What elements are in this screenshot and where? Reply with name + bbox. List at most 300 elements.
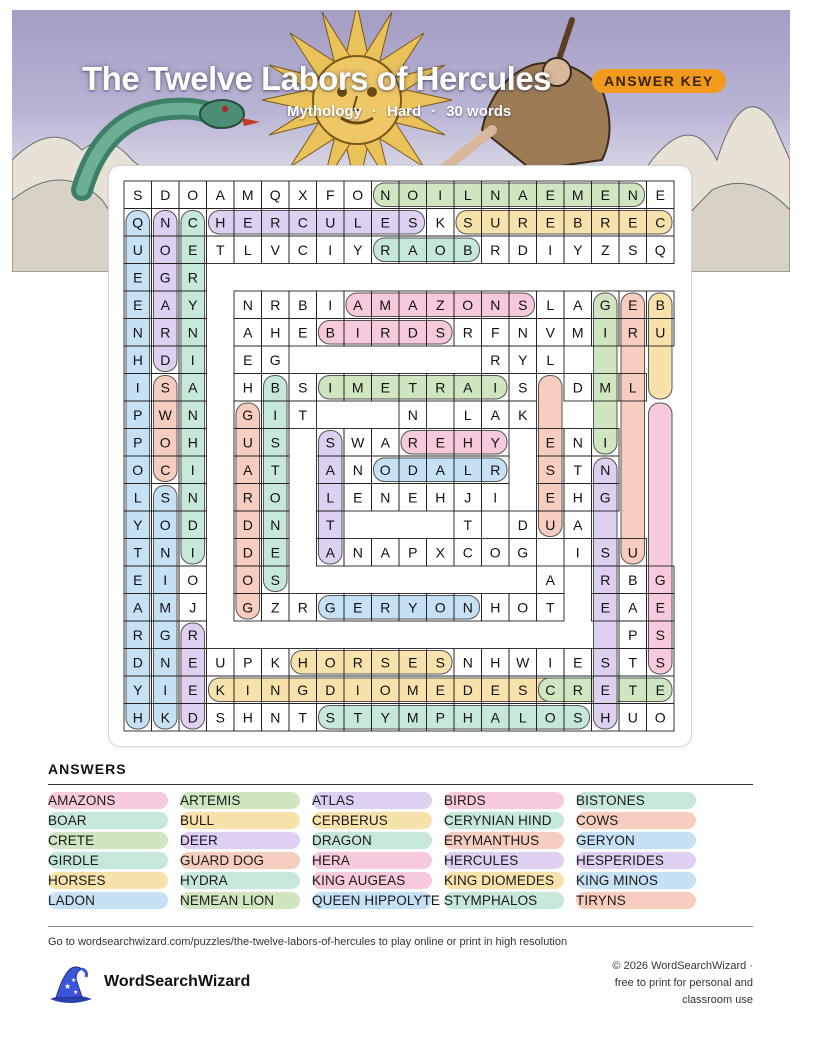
grid-letter: L: [463, 186, 472, 203]
grid-letter: C: [655, 214, 666, 231]
grid-letter: I: [438, 186, 443, 203]
grid-letter: E: [628, 296, 638, 313]
grid-letter: I: [190, 461, 195, 478]
grid-letter: L: [628, 379, 637, 396]
grid-letter: L: [133, 489, 142, 506]
grid-letter: I: [328, 241, 333, 258]
grid-letter: A: [160, 296, 170, 313]
grid-letter: R: [132, 626, 143, 643]
grid-letter: S: [325, 709, 335, 726]
grid-letter: G: [242, 599, 254, 616]
grid-letter: R: [380, 599, 391, 616]
grid-letter: O: [544, 709, 556, 726]
copyright-line: classroom use: [682, 994, 753, 1006]
grid-letter: D: [572, 379, 583, 396]
grid-letter: I: [603, 434, 608, 451]
grid-letter: K: [435, 214, 445, 231]
grid-letter: N: [462, 654, 473, 671]
grid-letter: R: [297, 599, 308, 616]
grid-letter: I: [190, 544, 195, 561]
grid-letter: M: [406, 681, 419, 698]
grid-letter: H: [490, 599, 501, 616]
answer-word: DEER: [180, 832, 300, 849]
grid-letter: E: [298, 324, 308, 341]
grid-letter: N: [160, 544, 171, 561]
answer-word: KING MINOS: [576, 872, 696, 889]
grid-letter: E: [188, 681, 198, 698]
grid-letter: G: [324, 599, 336, 616]
grid-letter: E: [353, 599, 363, 616]
grid-letter: S: [270, 571, 280, 588]
grid-letter: O: [434, 599, 446, 616]
separator-dot: ·: [431, 103, 437, 120]
grid-letter: Y: [408, 599, 418, 616]
grid-letter: E: [628, 214, 638, 231]
grid-letter: H: [242, 379, 253, 396]
answer-word: GERYON: [576, 832, 696, 849]
grid-letter: E: [133, 269, 143, 286]
grid-letter: H: [270, 324, 281, 341]
grid-letter: N: [380, 489, 391, 506]
title-row: [0, 60, 800, 104]
grid-letter: U: [655, 324, 666, 341]
grid-letter: E: [380, 214, 390, 231]
grid-letter: A: [435, 461, 445, 478]
grid-letter: I: [493, 379, 498, 396]
grid-letter: S: [628, 241, 638, 258]
grid-letter: D: [407, 324, 418, 341]
grid-letter: D: [160, 351, 171, 368]
grid-letter: P: [435, 709, 445, 726]
grid-letter: A: [215, 186, 225, 203]
grid-letter: T: [628, 654, 638, 671]
answer-word: TIRYNS: [576, 892, 696, 909]
grid-letter: F: [325, 186, 335, 203]
grid-letter: A: [325, 544, 335, 561]
grid-letter: T: [298, 709, 308, 726]
grid-letter: X: [435, 544, 445, 561]
grid-letter: D: [132, 654, 143, 671]
grid-letter: B: [628, 571, 638, 588]
grid-letter: O: [462, 296, 474, 313]
grid-letter: Z: [435, 296, 445, 313]
play-online-link[interactable]: Go to wordsearchwizard.com/puzzles/the-twelve-labors-of-hercules to play online or print in high resolution: [48, 936, 568, 948]
grid-letter: O: [269, 489, 281, 506]
answer-word: NEMEAN LION: [180, 892, 300, 909]
grid-letter: T: [325, 516, 335, 533]
answer-word: HERCULES: [444, 852, 564, 869]
grid-letter: B: [270, 379, 280, 396]
grid-letter: E: [490, 681, 500, 698]
answer-word: ARTEMIS: [180, 792, 300, 809]
grid-letter: H: [242, 709, 253, 726]
grid-letter: H: [572, 489, 583, 506]
grid-letter: L: [353, 214, 362, 231]
grid-letter: E: [600, 681, 610, 698]
grid-letter: R: [600, 571, 611, 588]
grid-letter: W: [351, 434, 365, 451]
grid-letter: G: [517, 544, 529, 561]
svg-text:★: ★: [73, 989, 79, 996]
grid-letter: E: [435, 434, 445, 451]
grid-letter: E: [545, 186, 555, 203]
grid-letter: A: [518, 186, 528, 203]
grid-letter: I: [190, 351, 195, 368]
grid-letter: G: [297, 681, 309, 698]
grid-letter: L: [463, 461, 472, 478]
grid-letter: A: [380, 434, 390, 451]
answers-heading: ANSWERS: [48, 761, 127, 777]
grid-letter: M: [406, 709, 419, 726]
grid-letter: N: [270, 681, 281, 698]
grid-letter: E: [243, 351, 253, 368]
grid-letter: D: [462, 681, 473, 698]
grid-letter: U: [490, 214, 501, 231]
answer-word: BOAR: [48, 812, 168, 829]
grid-letter: S: [463, 214, 473, 231]
grid-letter: S: [380, 654, 390, 671]
grid-letter: E: [655, 681, 665, 698]
grid-letter: R: [187, 269, 198, 286]
grid-letter: O: [489, 544, 501, 561]
answer-word: QUEEN HIPPOLYTE: [312, 893, 441, 908]
answer-word: AMAZONS: [48, 792, 168, 809]
grid-letter: T: [573, 461, 583, 478]
grid-letter: S: [408, 214, 418, 231]
grid-letter: O: [379, 681, 391, 698]
grid-letter: F: [490, 324, 500, 341]
grid-letter: K: [518, 406, 528, 423]
grid-letter: G: [159, 269, 171, 286]
theme-label: Mythology: [287, 103, 362, 120]
grid-letter: A: [188, 379, 198, 396]
grid-letter: N: [187, 489, 198, 506]
grid-letter: B: [655, 296, 665, 313]
grid-letter: H: [132, 351, 143, 368]
grid-letter: T: [628, 681, 638, 698]
grid-letter: Q: [269, 186, 281, 203]
answer-word: LADON: [48, 892, 168, 909]
grid-letter: G: [599, 489, 611, 506]
answer-list: [48, 792, 728, 912]
answer-key-badge: ANSWER KEY: [592, 69, 726, 93]
grid-letter: A: [325, 461, 335, 478]
grid-letter: O: [654, 709, 666, 726]
grid-letter: S: [518, 681, 528, 698]
grid-letter: U: [627, 544, 638, 561]
grid-letter: I: [135, 379, 140, 396]
grid-letter: E: [408, 654, 418, 671]
grid-letter: E: [353, 489, 363, 506]
grid-letter: B: [463, 241, 473, 258]
grid-letter: S: [298, 379, 308, 396]
grid-letter: C: [545, 681, 556, 698]
grid-letter: Y: [133, 681, 143, 698]
answer-word: GUARD DOG: [180, 852, 300, 869]
grid-letter: N: [352, 544, 363, 561]
grid-letter: O: [159, 516, 171, 533]
divider: [48, 784, 753, 785]
grid-letter: N: [187, 324, 198, 341]
grid-letter: P: [408, 544, 418, 561]
grid-letter: L: [326, 489, 335, 506]
answer-word: CRETE: [48, 832, 168, 849]
grid-letter: O: [434, 241, 446, 258]
answer-word: ATLAS: [312, 792, 432, 809]
grid-letter: K: [215, 681, 225, 698]
grid-letter: O: [517, 599, 529, 616]
grid-letter: S: [133, 186, 143, 203]
grid-letter: T: [545, 599, 555, 616]
grid-letter: B: [573, 214, 583, 231]
grid-letter: E: [243, 214, 253, 231]
grid-letter: O: [242, 571, 254, 588]
answer-word: CERBERUS: [312, 812, 432, 829]
grid-letter: R: [490, 241, 501, 258]
grid-letter: T: [408, 379, 418, 396]
grid-letter: C: [160, 461, 171, 478]
grid-letter: S: [655, 654, 665, 671]
grid-letter: Q: [654, 241, 666, 258]
grid-letter: N: [380, 186, 391, 203]
grid-letter: D: [160, 186, 171, 203]
divider: [48, 926, 753, 927]
grid-letter: D: [242, 516, 253, 533]
answer-word: HORSES: [48, 872, 168, 889]
answer-word: COWS: [576, 812, 696, 829]
grid-letter: R: [435, 379, 446, 396]
grid-letter: A: [243, 324, 253, 341]
copyright-notice: [553, 958, 753, 1009]
grid-letter: N: [270, 516, 281, 533]
grid-letter: G: [599, 296, 611, 313]
grid-letter: A: [490, 406, 500, 423]
answer-word: BISTONES: [576, 792, 696, 809]
grid-letter: O: [187, 571, 199, 588]
grid-letter: N: [407, 406, 418, 423]
grid-letter: K: [160, 709, 170, 726]
grid-letter: U: [545, 516, 556, 533]
grid-letter: G: [159, 626, 171, 643]
grid-letter: R: [380, 241, 391, 258]
grid-letter: A: [490, 709, 500, 726]
grid-letter: O: [352, 186, 364, 203]
grid-letter: M: [599, 379, 612, 396]
grid-letter: E: [573, 654, 583, 671]
grid-letter: G: [654, 571, 666, 588]
grid-letter: N: [490, 186, 501, 203]
grid-letter: N: [600, 461, 611, 478]
grid-letter: S: [435, 324, 445, 341]
grid-letter: R: [242, 489, 253, 506]
grid-letter: T: [463, 516, 473, 533]
grid-letter: S: [518, 379, 528, 396]
grid-letter: P: [133, 434, 143, 451]
answer-word: HERA: [312, 852, 432, 869]
grid-letter: I: [328, 379, 333, 396]
grid-letter: D: [407, 461, 418, 478]
grid-letter: D: [517, 516, 528, 533]
grid-letter: R: [160, 324, 171, 341]
grid-letter: A: [380, 544, 390, 561]
grid-letter: Z: [600, 241, 610, 258]
grid-letter: R: [407, 434, 418, 451]
grid-letter: L: [243, 241, 252, 258]
grid-letter: U: [242, 434, 253, 451]
grid-letter: O: [159, 241, 171, 258]
grid-letter: B: [298, 296, 308, 313]
grid-letter: W: [516, 654, 530, 671]
grid-letter: N: [132, 324, 143, 341]
grid-letter: C: [297, 214, 308, 231]
grid-letter: O: [187, 186, 199, 203]
grid-letter: H: [462, 709, 473, 726]
grid-letter: Q: [132, 214, 144, 231]
grid-letter: X: [298, 186, 308, 203]
grid-letter: S: [600, 544, 610, 561]
copyright-line: free to print for personal and: [614, 977, 753, 989]
puzzle-meta: [287, 103, 511, 120]
svg-text:★: ★: [64, 982, 72, 991]
grid-letter: R: [600, 214, 611, 231]
grid-letter: L: [546, 351, 555, 368]
grid-letter: E: [545, 434, 555, 451]
grid-letter: C: [187, 214, 198, 231]
grid-letter: E: [133, 571, 143, 588]
grid-letter: E: [600, 186, 610, 203]
grid-letter: Y: [353, 241, 363, 258]
grid-letter: P: [243, 654, 253, 671]
grid-letter: Y: [380, 709, 390, 726]
grid-letter: R: [270, 214, 281, 231]
grid-letter: I: [328, 296, 333, 313]
grid-letter: U: [215, 654, 226, 671]
grid-letter: R: [627, 324, 638, 341]
grid-letter: G: [269, 351, 281, 368]
grid-letter: Y: [490, 434, 500, 451]
grid-letter: N: [627, 186, 638, 203]
grid-letter: D: [325, 681, 336, 698]
grid-letter: L: [518, 709, 527, 726]
grid-letter: I: [245, 681, 250, 698]
answer-word: ERYMANTHUS: [444, 832, 564, 849]
grid-letter: V: [545, 324, 555, 341]
grid-letter: S: [600, 654, 610, 671]
grid-letter: J: [464, 489, 472, 506]
grid-letter: I: [603, 324, 608, 341]
grid-letter: N: [517, 324, 528, 341]
grid-letter: T: [298, 406, 308, 423]
grid-letter: R: [517, 214, 528, 231]
grid-letter: N: [242, 296, 253, 313]
grid-letter: U: [325, 214, 336, 231]
grid-letter: N: [187, 406, 198, 423]
answer-word: STYMPHALOS: [444, 892, 564, 909]
grid-letter: A: [463, 379, 473, 396]
grid-letter: M: [241, 186, 254, 203]
grid-letter: N: [160, 214, 171, 231]
puzzle-card: [108, 165, 692, 747]
grid-letter: H: [132, 709, 143, 726]
grid-letter: O: [159, 434, 171, 451]
grid-letter: E: [655, 186, 665, 203]
grid-letter: H: [187, 434, 198, 451]
answer-word: KING AUGEAS: [312, 872, 432, 889]
answer-word: GIRDLE: [48, 852, 168, 869]
answer-word: HESPERIDES: [576, 852, 696, 869]
grid-letter: H: [600, 709, 611, 726]
grid-letter: O: [132, 461, 144, 478]
svg-text:★: ★: [71, 977, 77, 984]
grid-letter: Y: [518, 351, 528, 368]
grid-letter: A: [573, 296, 583, 313]
grid-letter: J: [189, 599, 197, 616]
word-count-label: 30 words: [446, 103, 512, 120]
grid-letter: G: [242, 406, 254, 423]
grid-letter: R: [270, 296, 281, 313]
grid-letter: T: [270, 461, 280, 478]
grid-letter: S: [573, 709, 583, 726]
grid-letter: V: [270, 241, 280, 258]
grid-letter: R: [490, 351, 501, 368]
grid-letter: A: [628, 599, 638, 616]
cell-layer: [124, 181, 674, 731]
grid-letter: T: [215, 241, 225, 258]
grid-letter: P: [133, 406, 143, 423]
grid-letter: D: [517, 241, 528, 258]
grid-letter: D: [242, 544, 253, 561]
answer-word: KING DIOMEDES: [444, 872, 564, 889]
grid-letter: E: [133, 296, 143, 313]
grid-letter: L: [546, 296, 555, 313]
copyright-line: © 2026 WordSearchWizard ·: [612, 960, 753, 972]
grid-letter: A: [408, 241, 418, 258]
grid-letter: U: [627, 709, 638, 726]
grid-letter: S: [215, 709, 225, 726]
grid-letter: S: [160, 379, 170, 396]
grid-letter: I: [273, 406, 278, 423]
grid-letter: N: [352, 461, 363, 478]
grid-letter: T: [133, 544, 143, 561]
grid-letter: I: [163, 571, 168, 588]
grid-letter: R: [462, 324, 473, 341]
grid-letter: D: [187, 516, 198, 533]
grid-letter: A: [408, 296, 418, 313]
grid-letter: S: [325, 434, 335, 451]
answer-word: CERYNIAN HIND: [444, 812, 564, 829]
grid-letter: I: [575, 544, 580, 561]
grid-letter: E: [408, 489, 418, 506]
grid-letter: M: [159, 599, 172, 616]
grid-letter: E: [600, 599, 610, 616]
grid-letter: I: [493, 489, 498, 506]
grid-letter: E: [270, 544, 280, 561]
grid-letter: U: [132, 241, 143, 258]
grid-letter: M: [351, 379, 364, 396]
grid-letter: R: [187, 626, 198, 643]
grid-letter: A: [573, 516, 583, 533]
grid-letter: C: [297, 241, 308, 258]
grid-letter: N: [462, 599, 473, 616]
grid-letter: M: [571, 186, 584, 203]
grid-letter: O: [379, 461, 391, 478]
grid-letter: R: [490, 461, 501, 478]
grid-letter: N: [490, 296, 501, 313]
wizard-hat-logo-icon: [46, 963, 94, 1005]
grid-letter: A: [353, 296, 363, 313]
grid-letter: E: [380, 379, 390, 396]
grid-letter: I: [355, 324, 360, 341]
